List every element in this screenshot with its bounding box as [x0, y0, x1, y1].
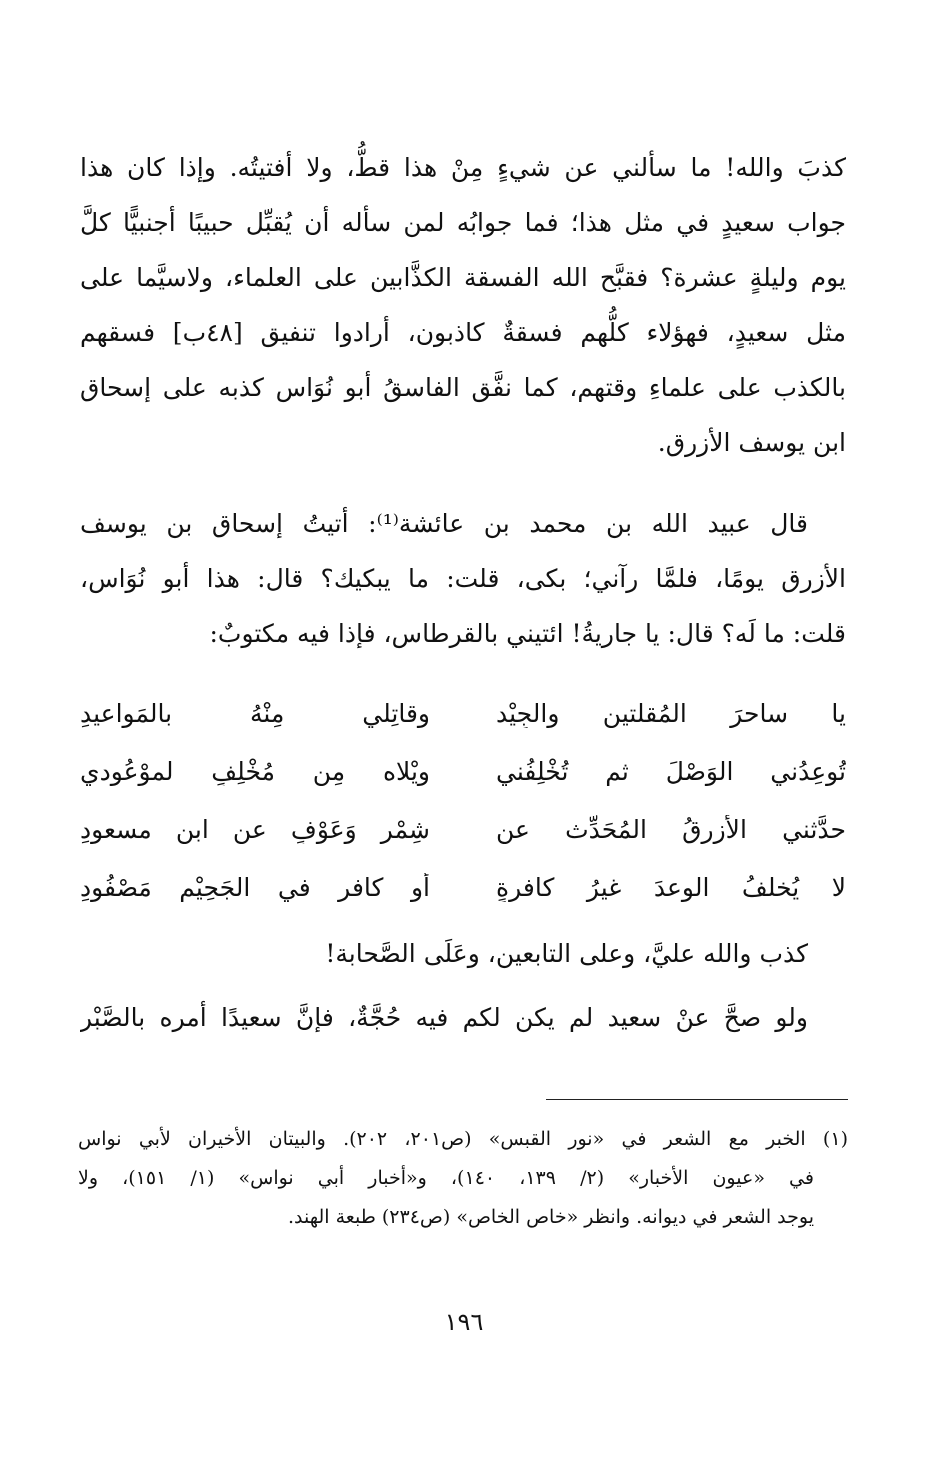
text-line: ولو صحَّ عنْ سعيد لم يكن لكم فيه حُجَّةٌ، فإنَّ سعيدًا أمره بالصَّبْر — [80, 1003, 808, 1032]
hemistich-second: شِمْرٍ وَعَوْفٍ عن ابن مسعودِ — [80, 814, 430, 844]
closing-text — [80, 922, 846, 1050]
text-line: قال عبيد الله بن محمد بن عائشة⁽¹⁾: أتيتُ إسحاق بن يوسف — [80, 509, 808, 538]
footnote-divider — [546, 1099, 848, 1100]
hemistich-second: أو كافرٍ في الجَحِيْم مَصْفُودِ — [80, 872, 430, 902]
poem-verse — [80, 684, 846, 742]
paragraph-1 — [80, 140, 846, 470]
text-line: ابن يوسف الأزرق. — [657, 428, 846, 457]
text-line: قلت: ما لَه؟ قال: يا جاريةُ! ائتيني بالقرطاس، فإذا فيه مكتوبٌ: — [209, 619, 846, 648]
footnote-line: (١) الخبر مع الشعر في «نور القبس» (ص٢٠١، ٢٠٢). والبيتان الأخيران لأبي نواس — [78, 1128, 848, 1150]
hemistich-first: يا ساحرَ المُقلتين والجِيْد — [496, 698, 846, 728]
footnote-line: يوجد الشعر في ديوانه. وانظر «خاص الخاص» (ص٢٣٤) طبعة الهند. — [288, 1206, 814, 1228]
poem-verse — [80, 858, 846, 916]
hemistich-first: تُوعِدُني الوَصْلَ ثم تُخْلِفُني — [496, 756, 846, 786]
footnote-line: في «عيون الأخبار» (٢/ ١٣٩، ١٤٠)، و«أخبار أبي نواس» (١/ ١٥١)، ولا — [78, 1167, 814, 1189]
poem-verse — [80, 800, 846, 858]
text-line: الأزرق يومًا، فلمَّا رآني؛ بكى، قلت: ما يبكيك؟ قال: هذا أبو نُوَاس، — [80, 564, 846, 593]
poem — [80, 684, 846, 916]
hemistich-first: لا يُخلفُ الوعدَ غيرُ كافرةٍ — [496, 872, 846, 902]
page-number: ١٩٦ — [444, 1308, 484, 1336]
paragraph-2 — [80, 496, 846, 661]
text-line: جواب سعيدٍ في مثل هذا؛ فما جوابُه لمن سأله أن يُقبِّل حبيبًا أجنبيًّا كلَّ — [80, 208, 846, 237]
hemistich-first: حدَّثني الأزرقُ المُحَدِّث عن — [496, 814, 846, 844]
text-line: كذبَ والله! ما سألني عن شيءٍ مِنْ هذا قطُّ، ولا أفتيتُه. وإذا كان هذا — [80, 153, 846, 182]
text-line: بالكذب على علماءِ وقتهم، كما نفَّق الفاسقُ أبو نُوَاس كذبه على إسحاق — [80, 373, 846, 402]
text-line: مثل سعيدٍ، فهؤلاء كلُّهم فسقةٌ كاذبون، أرادوا تنفيق [٤٨ب] فسقهم — [80, 318, 846, 347]
hemistich-second: وقاتِلي مِنْهُ بالمَواعيدِ — [80, 698, 430, 728]
poem-verse — [80, 742, 846, 800]
text-line: كذب والله عليَّ، وعلى التابعين، وعَلَى الصَّحابة! — [325, 939, 808, 968]
footnotes — [78, 1120, 848, 1237]
hemistich-second: ويْلاه مِن مُخْلِفٍ لموْعُودي — [80, 756, 430, 786]
text-line: يوم وليلةٍ عشرة؟ فقبَّح الله الفسقة الكذَّابين على العلماء، ولاسيَّما على — [80, 263, 846, 292]
